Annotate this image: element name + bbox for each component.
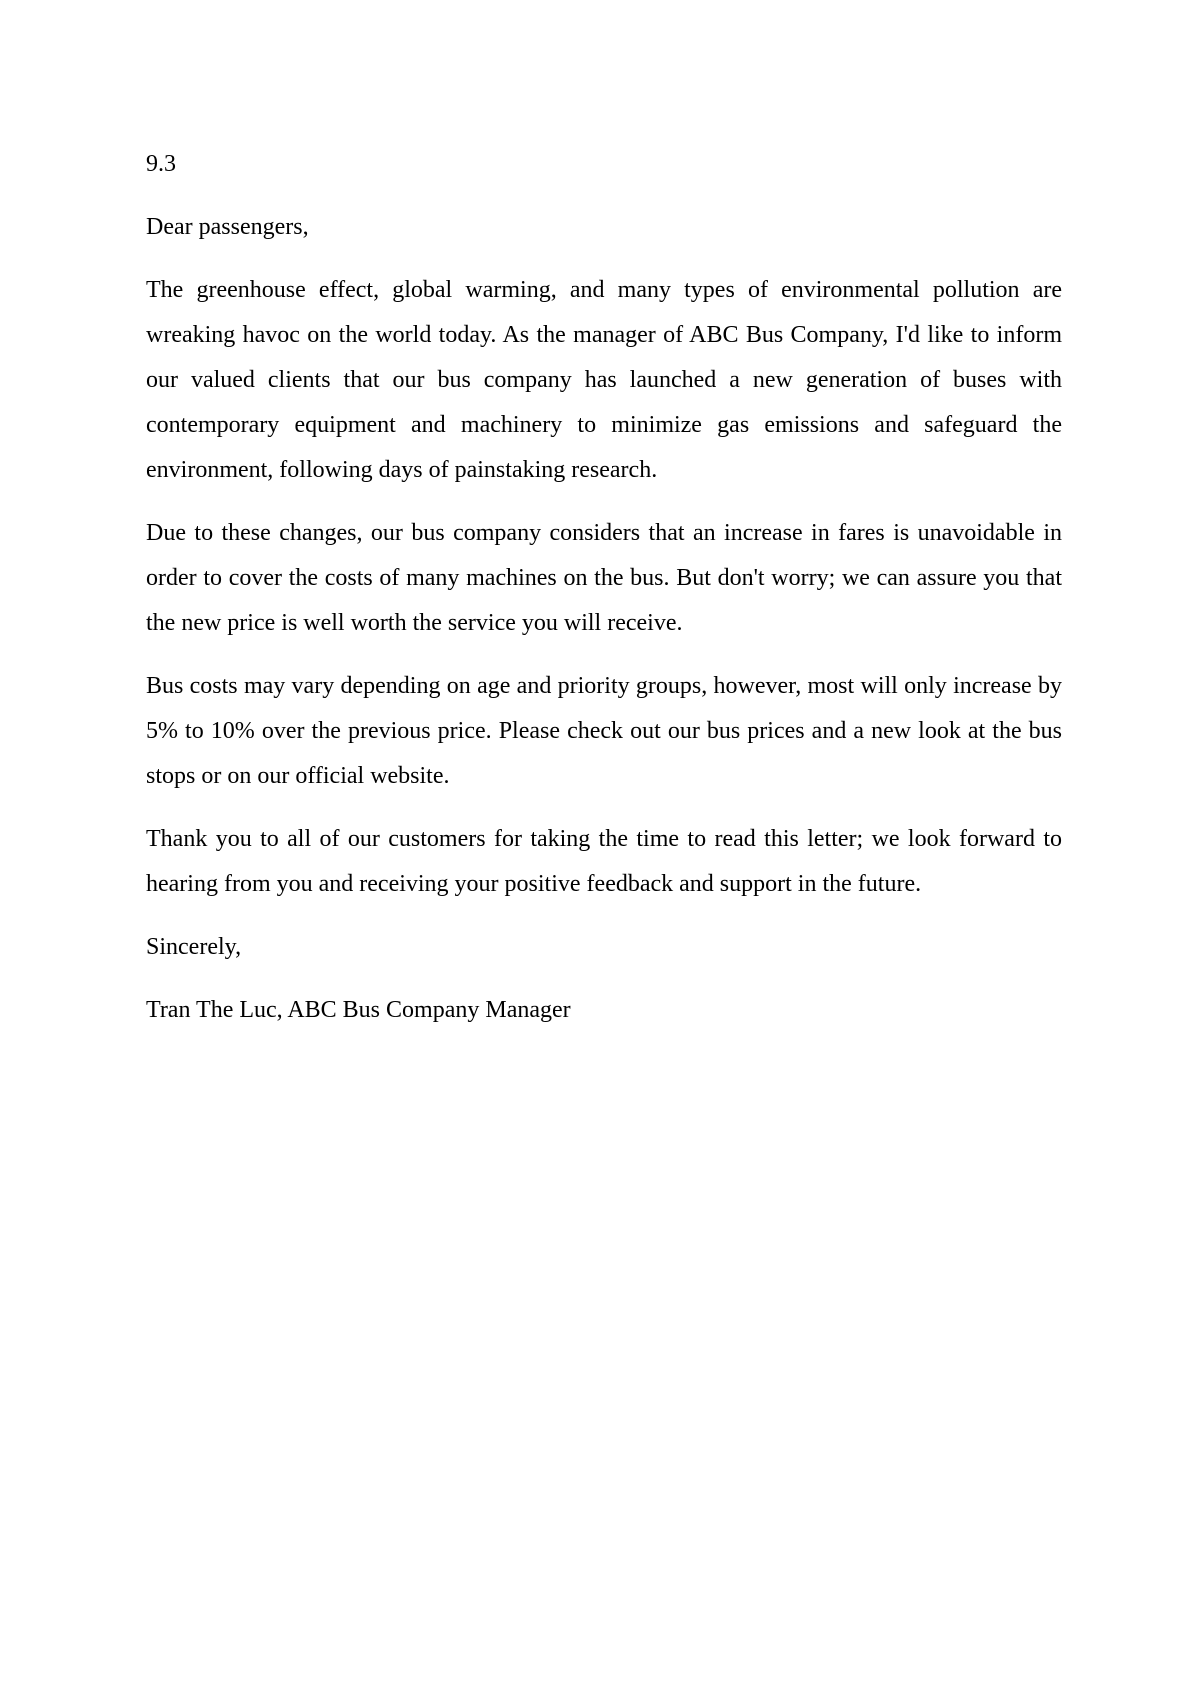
letter-paragraph: Thank you to all of our customers for taking the time to read this letter; we look forward to hearing from you and receiving your positive feedback and support in the future.	[146, 826, 1062, 897]
letter-salutation: Dear passengers,	[146, 214, 309, 240]
letter-closing: Sincerely,	[146, 934, 242, 960]
letter-signature: Tran The Luc, ABC Bus Company Manager	[146, 997, 571, 1023]
letter-paragraph: Due to these changes, our bus company considers that an increase in fares is unavoidable in order to cover the costs of many machines on the bus. But don't worry; we can assure you that the new price is well worth the service you will receive.	[146, 520, 1062, 636]
letter-number: 9.3	[146, 151, 176, 177]
letter-body	[146, 142, 1062, 1051]
letter-paragraph: Bus costs may vary depending on age and priority groups, however, most will only increase by 5% to 10% over the previous price. Please check out our bus prices and a new look at the bus stops or on our official website.	[146, 673, 1062, 789]
letter-paragraph: The greenhouse effect, global warming, and many types of environmental pollution are wreaking havoc on the world today. As the manager of ABC Bus Company, I'd like to inform our valued clients that our bus company has launched a new generation of buses with contemporary equipment and machinery to minimize gas emissions and safeguard the environment, following days of painstaking research.	[146, 277, 1062, 483]
